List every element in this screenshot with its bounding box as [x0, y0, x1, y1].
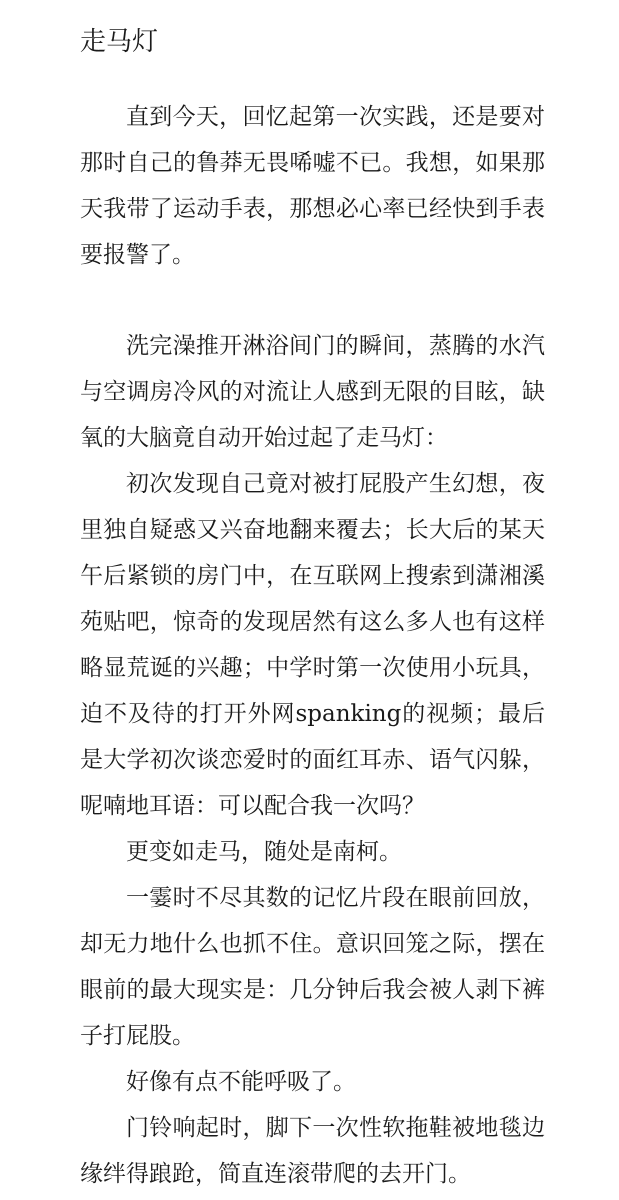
document-title: 走马灯: [80, 27, 159, 57]
paragraph-3: 初次发现自己竟对被打屁股产生幻想，夜里独自疑惑又兴奋地翻来覆去；长大后的某天午后紧锁的房门中，在互联网上搜索到潇湘溪苑贴吧，惊奇的发现居然有这么多人也有这样略显荒诞的兴趣；中学时第一次使用小玩具，迫不及待的打开外网spanking的视频；最后是大学初次谈恋爱时的面红耳赤、语气闪躲，呢喃地耳语：可以配合我一次吗？: [80, 471, 545, 819]
paragraph-7: 门铃响起时，脚下一次性软拖鞋被地毯边缘绊得踉跄，简直连滚带爬的去开门。: [80, 1115, 545, 1187]
document-body: [80, 94, 545, 1197]
paragraph-2: 洗完澡推开淋浴间门的瞬间，蒸腾的水汽与空调房冷风的对流让人感到无限的目眩，缺氧的大脑竟自动开始过起了走马灯：: [80, 333, 545, 451]
paragraph-6: 好像有点不能呼吸了。: [126, 1069, 356, 1095]
paragraph-1: 直到今天，回忆起第一次实践，还是要对那时自己的鲁莽无畏唏嘘不已。我想，如果那天我带了运动手表，那想必心率已经快到手表要报警了。: [80, 104, 545, 268]
paragraph-4: 更变如走马，随处是南柯。: [126, 839, 402, 865]
paragraph-5: 一霎时不尽其数的记忆片段在眼前回放，却无力地什么也抓不住。意识回笼之际，摆在眼前的最大现实是：几分钟后我会被人剥下裤子打屁股。: [80, 885, 545, 1049]
paragraph-spacer: [80, 278, 545, 323]
